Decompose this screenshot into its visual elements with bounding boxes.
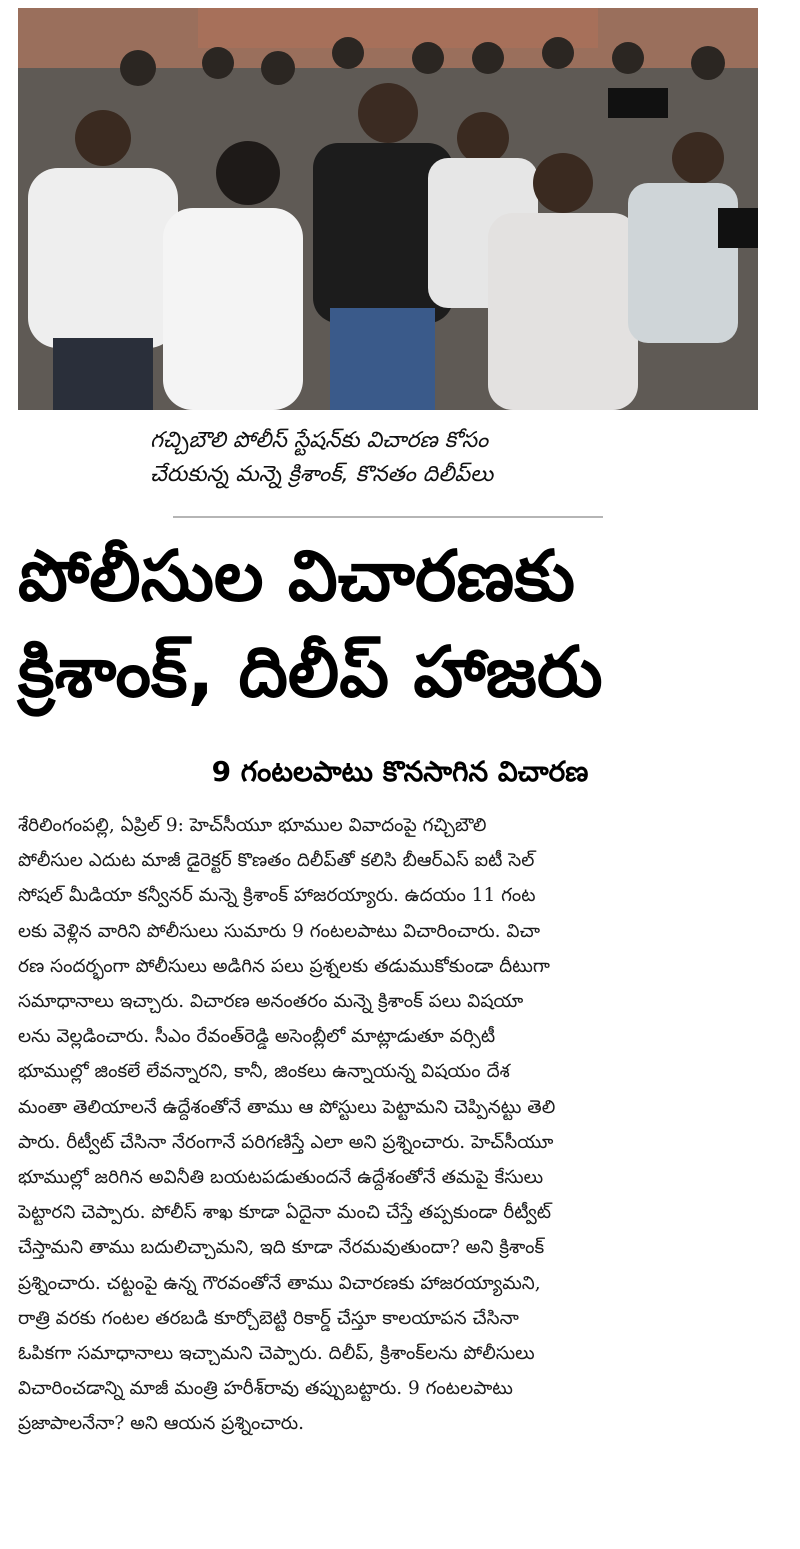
- body-line: పెట్టారని చెప్పారు. పోలీస్ శాఖ కూడా ఏదైనా మంచి చేస్తే తప్పకుండా రీట్వీట్: [18, 1202, 552, 1224]
- news-photo: [18, 8, 758, 410]
- headline-line: పోలీసుల విచారణకు: [18, 535, 575, 617]
- caption-line: గచ్చిబౌలి పోలీస్ స్టేషన్‌కు విచారణ కోసం: [150, 428, 489, 453]
- photo-image: [18, 8, 758, 410]
- body-line: పారు. రీట్వీట్ చేసినా నేరంగానే పరిగణిస్తే ఎలా అని ప్రశ్నించారు. హెచ్‌సీయూ: [18, 1131, 554, 1153]
- body-line: మంతా తెలియాలనే ఉద్దేశంతోనే తాము ఆ పోస్టులు పెట్టామని చెప్పినట్టు తెలి: [18, 1096, 556, 1118]
- body-line: భూముల్లో జింకలే లేవన్నారని, కానీ, జింకలు ఉన్నాయన్న విషయం దేశ: [18, 1061, 510, 1083]
- body-line: భూముల్లో జరిగిన అవినీతి బయటపడుతుందనే ఉద్దేశంతోనే తమపై కేసులు: [18, 1167, 544, 1189]
- body-line: రాత్రి వరకు గంటల తరబడి కూర్చోబెట్టి రికార్డ్ చేస్తూ కాలయాపన చేసినా: [18, 1307, 519, 1329]
- body-line: లను వెల్లడించారు. సీఎం రేవంత్‌రెడ్డి అసెంబ్లీలో మాట్లాడుతూ వర్సిటీ: [18, 1026, 496, 1048]
- body-line: ఓపికగా సమాధానాలు ఇచ్చామని చెప్పారు. దిలీప్, క్రిశాంక్‌లను పోలీసులు: [18, 1343, 535, 1365]
- divider-rule: [173, 516, 603, 518]
- article-body: [18, 808, 758, 1442]
- headline: [18, 528, 778, 720]
- photo-caption: [150, 424, 670, 492]
- body-line: ప్రశ్నించారు. చట్టంపై ఉన్న గౌరవంతోనే తాము విచారణకు హాజరయ్యామని,: [18, 1272, 541, 1294]
- body-line: విచారించడాన్ని మాజీ మంత్రి హరీశ్‌రావు తప్పుబట్టారు. 9 గంటలపాటు: [18, 1378, 513, 1400]
- body-line: సోషల్ మీడియా కన్వీనర్ మన్నె క్రిశాంక్ హాజరయ్యారు. ఉదయం 11 గంట: [18, 885, 536, 907]
- body-line: శేరిలింగంపల్లి, ఏప్రిల్ 9: హెచ్‌సీయూ భూముల వివాదంపై గచ్చిబౌలి: [18, 815, 487, 836]
- body-line: సమాధానాలు ఇచ్చారు. విచారణ అనంతరం మన్నె క్రిశాంక్ పలు విషయా: [18, 991, 524, 1013]
- body-line: ప్రజాపాలనేనా? అని ఆయన ప్రశ్నించారు.: [18, 1413, 304, 1435]
- body-line: పోలీసుల ఎదుట మాజీ డైరెక్టర్ కొణతం దిలీప్‌తో కలిసి బీఆర్‌ఎస్ ఐటీ సెల్: [18, 850, 535, 872]
- body-line: చేస్తామని తాము బదులిచ్చామని, ఇది కూడా నేరమవుతుందా? అని క్రిశాంక్: [18, 1237, 545, 1259]
- headline-line: క్రిశాంక్, దిలీప్ హాజరు: [18, 631, 603, 713]
- subheadline: 9 గంటలపాటు కొనసాగిన విచారణ: [211, 755, 589, 788]
- body-line: రణ సందర్భంగా పోలీసులు అడిగిన పలు ప్రశ్నలకు తడుముకోకుండా దీటుగా: [18, 955, 550, 977]
- body-line: లకు వెళ్లిన వారిని పోలీసులు సుమారు 9 గంటలపాటు విచారించారు. విచా: [18, 920, 540, 942]
- caption-line: చేరుకున్న మన్నె క్రిశాంక్, కొనతం దిలీప్‌లు: [150, 462, 494, 487]
